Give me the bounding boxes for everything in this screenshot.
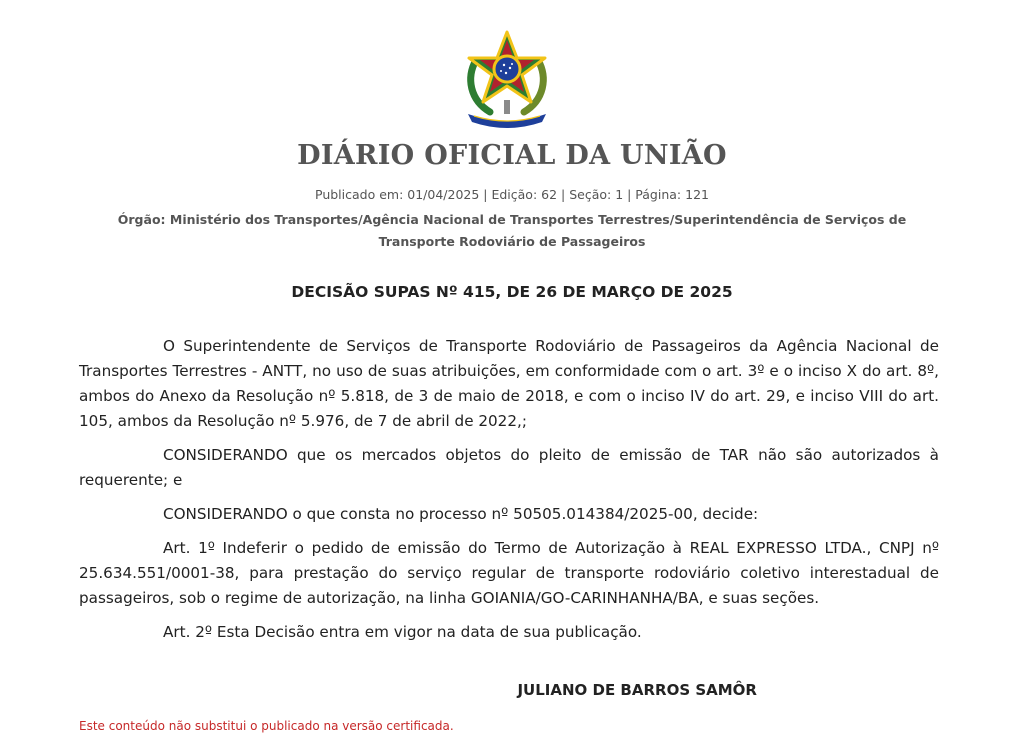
signer-name: JULIANO DE BARROS SAMÔR <box>517 681 757 699</box>
masthead-title: DIÁRIO OFICIAL DA UNIÃO <box>297 140 727 171</box>
orgao-info: Órgão: Ministério dos Transportes/Agência Nacional de Transportes Terrestres/Superintendência de Serviços de Transporte Rodoviário de Passageiros <box>117 212 907 249</box>
considerando-paragraph-1: CONSIDERANDO que os mercados objetos do pleito de emissão de TAR não são autorizados à requerente; e <box>79 446 939 489</box>
brazil-coat-of-arms-icon <box>460 30 554 128</box>
document-body <box>79 334 939 654</box>
preamble-paragraph: O Superintendente de Serviços de Transporte Rodoviário de Passageiros da Agência Nacional de Transportes Terrestres - ANTT, no uso de suas atribuições, em conformidade com o art. 3º e o inciso X do art. 8º, ambos do Anexo da Resolução nº 5.818, de 3 de maio de 2018, e com o inciso IV do art. 29, e inciso VIII do art. 105, ambos da Resolução nº 5.976, de 7 de abril de 2022,; <box>79 337 939 430</box>
considerando-paragraph-2: CONSIDERANDO o que consta no processo nº 50505.014384/2025-00, decide: <box>163 505 759 523</box>
article-2-paragraph: Art. 2º Esta Decisão entra em vigor na data de sua publicação. <box>163 623 642 641</box>
publication-info: Publicado em: 01/04/2025 | Edição: 62 | Seção: 1 | Página: 121 <box>315 187 709 202</box>
article-1-paragraph: Art. 1º Indeferir o pedido de emissão do Termo de Autorização à REAL EXPRESSO LTDA., CNPJ nº 25.634.551/0001-38, para prestação do serviço regular de transporte rodoviário coletivo interestadual de passageiros, sob o regime de autorização, na linha GOIANIA/GO-CARINHANHA/BA, e suas seções. <box>79 539 939 607</box>
document-title: DECISÃO SUPAS Nº 415, DE 26 DE MARÇO DE 2025 <box>291 283 733 301</box>
disclaimer-text: Este conteúdo não substitui o publicado na versão certificada. <box>79 719 454 733</box>
